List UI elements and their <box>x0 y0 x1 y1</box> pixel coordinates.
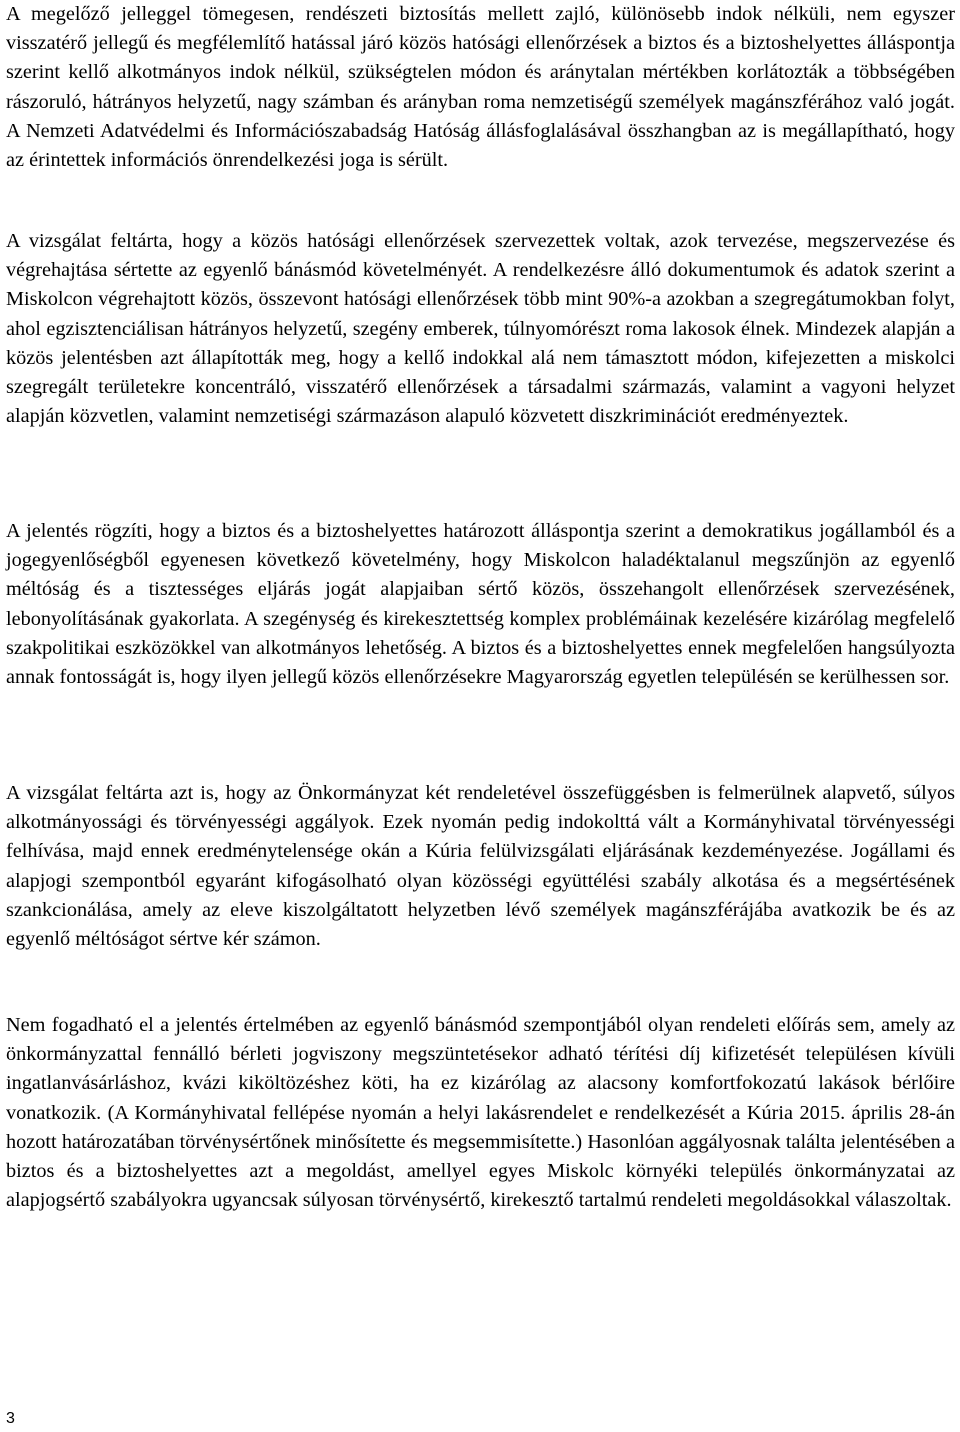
paragraph-2: A vizsgálat feltárta, hogy a közös hatósági ellenőrzések szervezettek voltak, azok tervezése, megszervezése és végrehajtása sértette az egyenlő bánásmód követelményét. A rendelkezésre álló dokumentumok és adatok szerint a Miskolcon végrehajtott közös, összevont hatósági ellenőrzések több mint 90%-a azokban a szegregátumokban folyt, ahol egzisztenciálisan hátrányos helyzetű, szegény emberek, túlnyomórészt roma lakosok élnek. Mindezek alapján a közös jelentésben azt állapították meg, hogy a kellő indokkal alá nem támasztott módon, kifejezetten a miskolci szegregált területekre koncentráló, visszatérő ellenőrzések a társadalmi származás, valamint a vagyoni helyzet alapján közvetlen, valamint nemzetiségi származáson alapuló közvetett diszkriminációt eredményeztek. <box>6 230 955 428</box>
paragraph-5: Nem fogadható el a jelentés értelmében az egyenlő bánásmód szempontjából olyan rendeleti előírás sem, amely az önkormányzattal fennálló bérleti jogviszony megszüntetésekor adható térítési díj kifizetését településen kívüli ingatlanvásárláshoz, kvázi kiköltözéshez köti, ha ez kizárólag az alacsony komfortfokozatú lakások bérlőire vonatkozik. (A Kormányhivatal fellépése nyomán a helyi lakásrendelet e rendelkezését a Kúria 2015. április 28-án hozott határozatában törvénysértőnek minősítette és megsemmisítette.) Hasonlóan aggályosnak találta jelentésében a biztos és a biztoshelyettes azt a megoldást, amellyel egyes Miskolc környéki település önkormányzatai az alapjogsértő szabályokra ugyancsak súlyosan törvénysértő, kirekesztő tartalmú rendeleti megoldásokkal válaszoltak. <box>6 1014 955 1212</box>
paragraph-4: A vizsgálat feltárta azt is, hogy az Önkormányzat két rendeletével összefüggésben is felmerülnek alapvető, súlyos alkotmányossági és törvényességi aggályok. Ezek nyomán pedig indokolttá vált a Kormányhivatal törvényességi felhívása, majd ennek eredménytelensége okán a Kúria felülvizsgálati eljárásának kezdeményezése. Jogállami és alapjogi szempontból egyaránt kifogásolható olyan közösségi együttélési szabály alkotása és a megsértésének szankcionálása, amely az eleve kiszolgáltatott helyzetben lévő személyek magánszférájába avatkozik be és az egyenlő méltóságot sértve kér számon. <box>6 782 955 951</box>
paragraph-3: A jelentés rögzíti, hogy a biztos és a biztoshelyettes határozott álláspontja szerint a demokratikus jogállamból és a jogegyenlőségből egyenesen következő követelmény, hogy Miskolcon haladéktalanul megszűnjön az egyenlő méltóság és a tisztességes eljárás jogát alapjaiban sértő közös, összehangolt ellenőrzések szervezésének, lebonyolításának gyakorlata. A szegénység és kirekesztettség komplex problémáinak kezelésére kizárólag megfelelő szakpolitikai eszközökkel van alkotmányos lehetőség. A biztos és a biztoshelyettes ennek megfelelően hangsúlyozta annak fontosságát is, hogy ilyen jellegű közös ellenőrzésekre Magyarország egyetlen településén se kerülhessen sor. <box>6 520 955 689</box>
page-number: 3 <box>6 1410 15 1427</box>
paragraph-1: A megelőző jelleggel tömegesen, rendészeti biztosítás mellett zajló, különösebb indok nélküli, nem egyszer visszatérő jellegű és megfélemlítő hatással járó közös hatósági ellenőrzések a biztos és a biztoshelyettes álláspontja szerint kellő alkotmányos indok nélkül, szükségtelen módon és aránytalan mértékben korlátozták a többségében rászoruló, hátrányos helyzetű, nagy számban és arányban roma nemzetiségű személyek magánszférához való jogát. A Nemzeti Adatvédelmi és Információszabadság Hatóság állásfoglalásával összhangban az is megállapítható, hogy az érintettek információs önrendelkezési joga is sérült. <box>6 3 955 172</box>
